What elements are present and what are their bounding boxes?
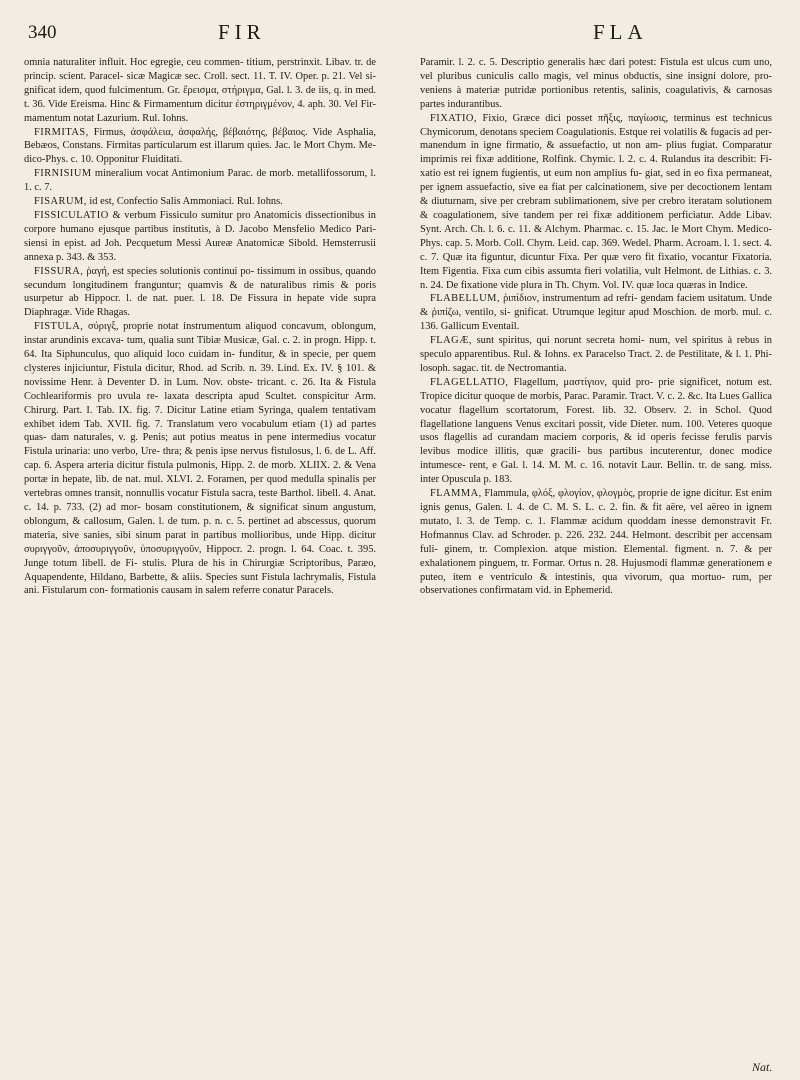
dictionary-entry — [24, 209, 376, 265]
entry-headword: FISSURA, — [34, 265, 84, 277]
running-head-left: FIR — [218, 20, 266, 44]
left-column — [24, 56, 376, 1072]
dictionary-entry — [420, 334, 772, 376]
dictionary-entry — [420, 487, 772, 598]
entry-text: omnia naturaliter influit. Hoc egregie, ceu commen- titium, perstrinxit. Libav. tr. de princip. scient. Paracel- sicæ Magicæ sec. Croll. sect. 11. T. IV. Oper. p. 21. Vel si- gnificat idem, quod fulcimentum. Gr. ἔρεισμα, στήριγμα, Gal. l. 3. de iis, q. in med. t. 36. Vide Ereisma. Hinc & Firmamentum dicitur ἐστηριγμένον, 4. aph. 30. Vel Fir- mamentum notat Lazurium. Rul. Iohns. — [24, 57, 376, 124]
entry-headword: FIRNISIUM — [34, 168, 92, 180]
entry-text: Firmus, ἀσφάλεια, ἀσφαλής, βέβαιότης, βέβαιος. Vide Asphalia, Bebæos, Constans. Firmitas particularum est illarum quies. Jac. le Mort Chym. Me- dico-Phys. c. 10. Opponitur Fluiditati. — [24, 126, 376, 166]
dictionary-entry — [420, 112, 772, 293]
dictionary-entry — [24, 126, 376, 168]
entry-headword: FLAGELLATIO, — [430, 376, 509, 388]
page-number: 340 — [28, 22, 57, 43]
entry-headword: FLAGÆ, — [430, 335, 472, 347]
dictionary-entry — [24, 167, 376, 195]
entry-text: sunt spiritus, qui norunt secreta homi- num, vel spiritus à rebus in speculo apparentibus. Rul. & Iohns. ex Paracelso Tract. 2. de Pestilitate, & l. 1. Phi- losoph. sagac. tit. de Nectromantia. — [420, 335, 772, 374]
entry-text: Flammula, φλόξ, φλογίον, φλογμὸς, proprie de igne dicitur. Est enim ignis genus, Galen. l. 4. de C. M. S. L. c. 2. fin. & fit aëre, vel aëreo in ignem mutato, l. 3. de Temp. c. 1. Flammæ acidum quoddam inesse demonstravit Fr. Hofmannus Clav. ad Schroder. p. 226. 232. 244. Helmont. describit per accensam fuli- ginem, tr. Complexion. atque mistion. Elemental. figment. n. 7. & per exhalationem pinguem, tr. Formar. Ortus n. 28. Hujusmodi flammæ generationem e puteo, item e ventriculo & intestinis, qua vivorum, qua mortuo- rum, per observationes confirmatam vid. in Ephemerid. — [420, 488, 772, 597]
entry-text: mineralium vocat Antimonium Parac. de morb. metallifossorum, l. 1. c. 7. — [24, 168, 376, 194]
catchword: Nat. — [752, 1060, 773, 1074]
dictionary-entry — [24, 56, 376, 126]
dictionary-entry — [24, 320, 376, 598]
dictionary-entry — [420, 56, 772, 112]
page-header — [28, 10, 772, 50]
entry-headword: FIXATIO, — [430, 112, 478, 124]
entry-text: & verbum Fissiculo sumitur pro Anatomicis dissectionibus in corpore humano ejusque partibus institutis, à D. Jacobo Mensfelio Medico Pari- siensi in epist. ad Joh. Pecquetum Messi Aureæ Anatomicæ Sibold. Hemsterrusii annexa p. 343. & 353. — [24, 209, 376, 263]
entry-headword: FLABELLUM, — [430, 293, 500, 305]
entry-headword: FLAMMA, — [430, 488, 482, 500]
entry-headword: FISARUM, — [34, 196, 87, 208]
entry-text: ῥαγή, est species solutionis continui po- tissimum in ossibus, quando secundum longitudinem franguntur; quamvis & de naturalibus rimis & poris usurpetur ab Hippocr. l. de nat. puer. l. 18. De Fissura in hepate vide supra Diaphragæ. Vide Rhagas. — [24, 265, 376, 319]
entry-text: Flagellum, μαστίγιον, quid pro- prie significet, notum est. Tropice dicitur quoque de morbis, Parac. Paramir. Tract. V. c. 2. &c. Ita Lues Gallica vocatur flagellum scortatorum, Forest. lib. 32. Observ. 2. in Schol. Quod flagellatione languens Venus excitari possit, vide Dieter. num. 100. Veteres quoque usos flagellis ad curandam maciem corporis, & id operis fecisse ferulis parvis levibus modice illitis, quæ gracili- bus partibus incuterentur, donec modice intumesce- rent, e Gal. l. 14. M. M. c. 16. notavit Laur. Bellin. tr. de sang. miss. inter Opuscula p. 183. — [420, 376, 772, 486]
running-head-right: FLA — [593, 20, 648, 44]
dictionary-entry — [420, 376, 772, 487]
entry-headword: FISTULA, — [34, 321, 84, 333]
entry-text: ῥιπίδιον, instrumentum ad refri- gendam faciem usitatum. Unde & ῥιπίζω, ventilo, si- gnificat. Utrumque legitur apud Moschion. de morb. mul. c. 136. Gallicum Eventail. — [420, 293, 772, 333]
dictionary-entry — [24, 195, 376, 209]
entry-text: Fixio, Græce dici posset πῆξις, παγίωσις, terminus est technicus Chymicorum, denotans speciem Coagulationis. Estque rei volatilis & fugacis ad per- manendum in igne firmatio, & assuefactio, ut non am- plius fugiat. Comparatur imprimis rei fixæ additione, Rolfink. Chymic. l. 2. c. 4. Rulandus ita describit: Fi- xatio est rei ignem fugientis, ut eum non amplius fu- giat, sed in eo fixa permaneat, per ignem assuefactio, sive ea fiat per calcinationem, sive per decoctionem lentam & diuturnam, sive per crebram sublimationem, sive per crebro iteratam solutionem & coagulationem, sive tandem per rei fixæ additionem perficiatur. Adde Libav. Synt. Arch. Ch. l. 6. c. 11. & Alchym. Pharmac. c. 15. Jac. le Mort Chym. Medico-Phys. cap. 5. Morb. Coll. Chym. Leid. cap. 369. Wedel. Pharm. Acroam. l. 1. sect. 4. c. 7. Quæ ita figuntur, dicuntur Fixa. Per quæ vero fit fixatio, vocantur Fixatoria. Item Figentia. Fixa cum cibis assumta fieri volatilia, vult Helmont. de Lithias. c. 3. n. 24. De fixatione vide plura in Th. Chym. Vol. IV. quæ loca quæras in Indice. — [420, 112, 772, 291]
entry-headword: FISSICULATIO — [34, 209, 109, 221]
entry-headword: FIRMITAS, — [34, 126, 89, 138]
entry-text: Paramir. l. 2. c. 5. Descriptio generalis hæc dari potest: Fistula est ulcus cum uno, vel pluribus cuniculis callo magis, vel minus obductis, sine insigni dolore, pro- veniens à materiæ putridæ portionibus retentis, salinis, coagulativis, & carnosas partes indurantibus. — [420, 57, 772, 110]
dictionary-entry — [420, 292, 772, 334]
entry-text: σύριγξ, proprie notat instrumentum aliquod concavum, oblongum, instar arundinis excava- tum, qualia sunt Tibiæ Musicæ, Gal. c. 2. in progn. Hipp. t. 64. Ita Siphunculus, quo aliquid loco cuidam in- funditur, & in specie, per quem clysteres injiciuntur, Fistula dicitur, Rhod. ad Scrib. n. 39. Lind. Ex. IV. § 101. & novissime Henr. à Deventer D. in Lum. Nov. obste- tricant. c. 26. Ita & Fistula Cochleariformis pro uvula re- laxata descripta apud Scultet. conspicitur Arm. Chirurg. Part. I. Tab. IX. fig. 7. Dicitur Latine etiam Syringa, qualem tentativam exhibet idem Tab. XVII. fig. 7. Translatum vero vocabulum etiam (1) ad partes quas- dam naturales, v. g. Penis; aut potius meatus in pene intermedius vocatur Fistula urinaria: uno verbo, Ure- thra; & penis ipse nervus fistulosus, l. 6. de L. Aff. cap. 6. Aspera arteria dicitur fistula pulmonis, Hipp. 2. de morb. XLIIX. 2. & Vena portæ in hepate, lib. de nat. mul. XLVI. 2. Foramen, per quod medulla spinalis per vertebras omnes transit, nonnullis vocatur Fistula sacra, teste Barthol. libell. 4. Anat. c. 14. p. 733. (2) ad mor- bosam constitutionem, & significat sinum angustum, oblongum, & callosum, Galen. l. de tum. p. n. c. 5. pertinet ad abscessus, quorum materia, sive sanies, sibi sinum parat in partibus mollioribus, unde Hipp. dicitur συριγγοῦν, ἀποσυριγγοῦν, ὑποσυριγγοῦν, Hippocr. 2. progn. l. 64. Coac. t. 395. Junge totum libell. de Fi- stulis. Plura de his in Chirurgiæ Scriptoribus, Paræo, Aquapendente, Hildano, Barbette, & aliis. Species sunt Fistula lachrymalis, Fistula ani. Fistularum con- formationis causam in salem referre conatur Paracels. — [24, 321, 376, 597]
right-column — [420, 56, 772, 1072]
dictionary-entry — [24, 265, 376, 321]
entry-text: id est, Confectio Salis Ammoniaci. Rul. Iohns. — [89, 196, 283, 208]
